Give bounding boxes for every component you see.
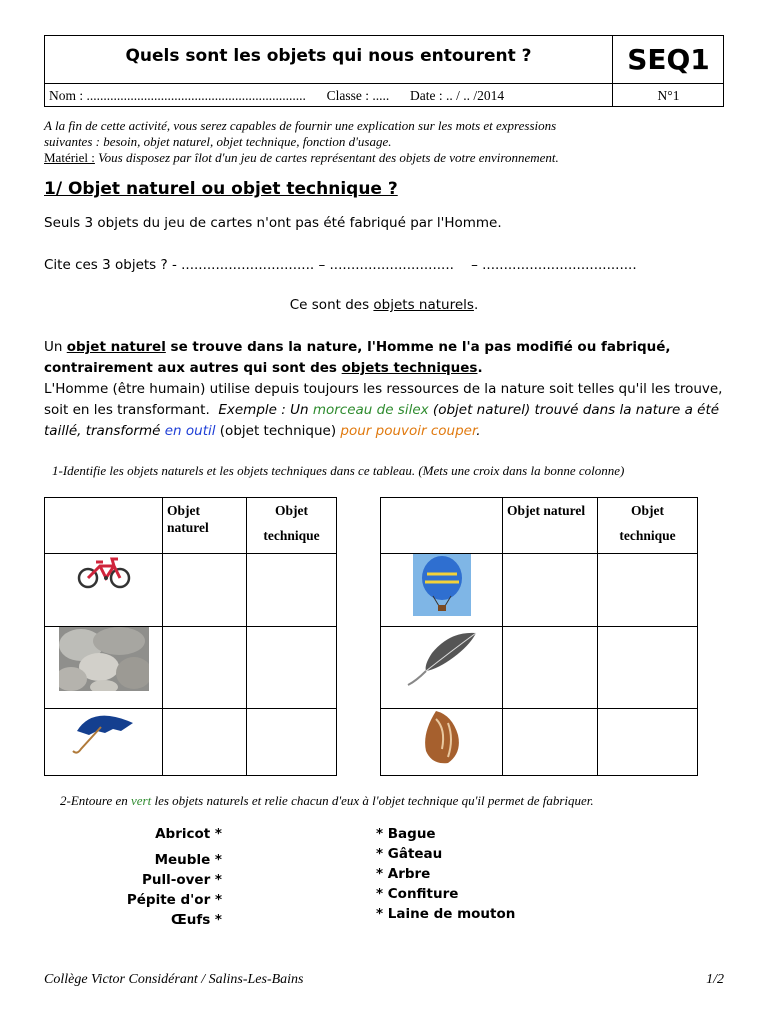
materiel-text: Vous disposez par îlot d'un jeu de cartes représentant des objets de votre environnement.	[94, 150, 559, 165]
flint-image	[381, 709, 502, 765]
definition-paragraph: Un objet naturel se trouve dans la nature, l'Homme ne l'a pas modifié ou fabriqué, contrairement aux autres qui sont des objets techniques. L'Homme (être humain) utilise depuis toujours les ressources de la nature soit telles qu'il les trouve, soit en les transformant. Exemple : Un morceau de silex (objet naturel) trouvé dans la nature a été taillé, transformé en outil (objet technique) pour pouvoir couper.	[44, 339, 723, 439]
feather-image	[381, 627, 502, 689]
intro-text	[44, 118, 724, 166]
list-item-left[interactable]: Œufs *	[170, 912, 222, 928]
rocks-image	[45, 627, 162, 691]
cell-umbrella-naturel[interactable]	[163, 709, 247, 776]
list-item-right[interactable]: * Arbre	[376, 866, 431, 882]
technical-items-list	[376, 824, 515, 924]
bicycle-image	[45, 554, 162, 590]
question-1: 1-Identifie les objets naturels et les objets techniques dans ce tableau. (Mets une croix dans la bonne colonne)	[52, 463, 625, 478]
cell-flint-naturel[interactable]	[503, 709, 598, 776]
intro-line-2: suivantes : besoin, objet naturel, objet technique, fonction d'usage.	[44, 134, 392, 149]
list-item-right[interactable]: * Bague	[376, 826, 436, 842]
footer	[44, 972, 724, 988]
list-item-right[interactable]: * Confiture	[376, 886, 459, 902]
list-item-left[interactable]: Meuble *	[154, 852, 222, 868]
naturels-line: Ce sont des objets naturels.	[289, 297, 479, 313]
name-field[interactable]: Nom : .................................................................	[49, 88, 306, 103]
list-item-left[interactable]: Pépite d'or *	[126, 892, 222, 908]
natural-items-list	[90, 824, 222, 930]
date-field[interactable]: Date : .. / .. /2014	[410, 88, 505, 103]
header-box	[44, 35, 724, 107]
hot-air-balloon-image	[381, 554, 502, 616]
list-item-right[interactable]: * Gâteau	[376, 846, 443, 862]
col-header-technique-right: Objet technique	[598, 498, 698, 554]
cell-balloon-naturel[interactable]	[503, 554, 598, 627]
col-header-technique: Objet technique	[247, 498, 337, 554]
col-header-naturel: Objet naturel	[163, 498, 247, 554]
green-word: vert	[131, 793, 152, 808]
cite-objects-line[interactable]: Cite ces 3 objets ? - ............................... – ............................. – ....................................	[44, 257, 637, 273]
question-2: 2-Entoure en vert les objets naturels et relie chacun d'eux à l'objet technique qu'il permet de fabriquer.	[60, 793, 594, 808]
classification-table-left	[44, 497, 337, 776]
objets-techniques-term: objets techniques	[341, 360, 478, 376]
section-heading: 1/ Objet naturel ou objet technique ?	[44, 179, 398, 199]
page-number: 1/2	[706, 972, 724, 987]
cell-flint-technique[interactable]	[598, 709, 698, 776]
sheet-number: N°1	[657, 88, 680, 103]
objet-naturel-term: objet naturel	[66, 339, 166, 355]
classification-table-right	[380, 497, 698, 776]
list-item-left[interactable]: Pull-over *	[141, 872, 222, 888]
student-info-row	[45, 84, 613, 107]
cell-feather-naturel[interactable]	[503, 627, 598, 709]
sequence-label: SEQ1	[613, 36, 724, 84]
cell-rocks-naturel[interactable]	[163, 627, 247, 709]
cell-bicycle-naturel[interactable]	[163, 554, 247, 627]
intro-line-1: A la fin de cette activité, vous serez capables de fournir une explication sur les mots et expressions	[44, 118, 557, 133]
page-title: Quels sont les objets qui nous entourent ?	[45, 36, 613, 84]
cell-bicycle-technique[interactable]	[247, 554, 337, 627]
objets-naturels-term: objets naturels	[373, 297, 474, 313]
school-name: Collège Victor Considérant / Salins-Les-Bains	[44, 972, 304, 987]
col-header-naturel-right: Objet naturel	[503, 498, 598, 554]
cell-umbrella-technique[interactable]	[247, 709, 337, 776]
cell-balloon-technique[interactable]	[598, 554, 698, 627]
umbrella-image	[45, 709, 162, 757]
list-item-left[interactable]: Abricot *	[155, 826, 222, 842]
list-item-right[interactable]: * Laine de mouton	[376, 906, 516, 922]
cell-rocks-technique[interactable]	[247, 627, 337, 709]
cell-feather-technique[interactable]	[598, 627, 698, 709]
class-field[interactable]: Classe : .....	[326, 88, 390, 103]
materiel-line	[44, 150, 724, 166]
materiel-label: Matériel :	[44, 150, 95, 165]
paragraph-seuls: Seuls 3 objets du jeu de cartes n'ont pas été fabriqué par l'Homme.	[44, 215, 502, 231]
example-text: Exemple : Un morceau de silex (objet naturel) trouvé dans la nature a été taillé, transformé en outil (objet technique) pour pouvoir couper.	[44, 402, 720, 439]
